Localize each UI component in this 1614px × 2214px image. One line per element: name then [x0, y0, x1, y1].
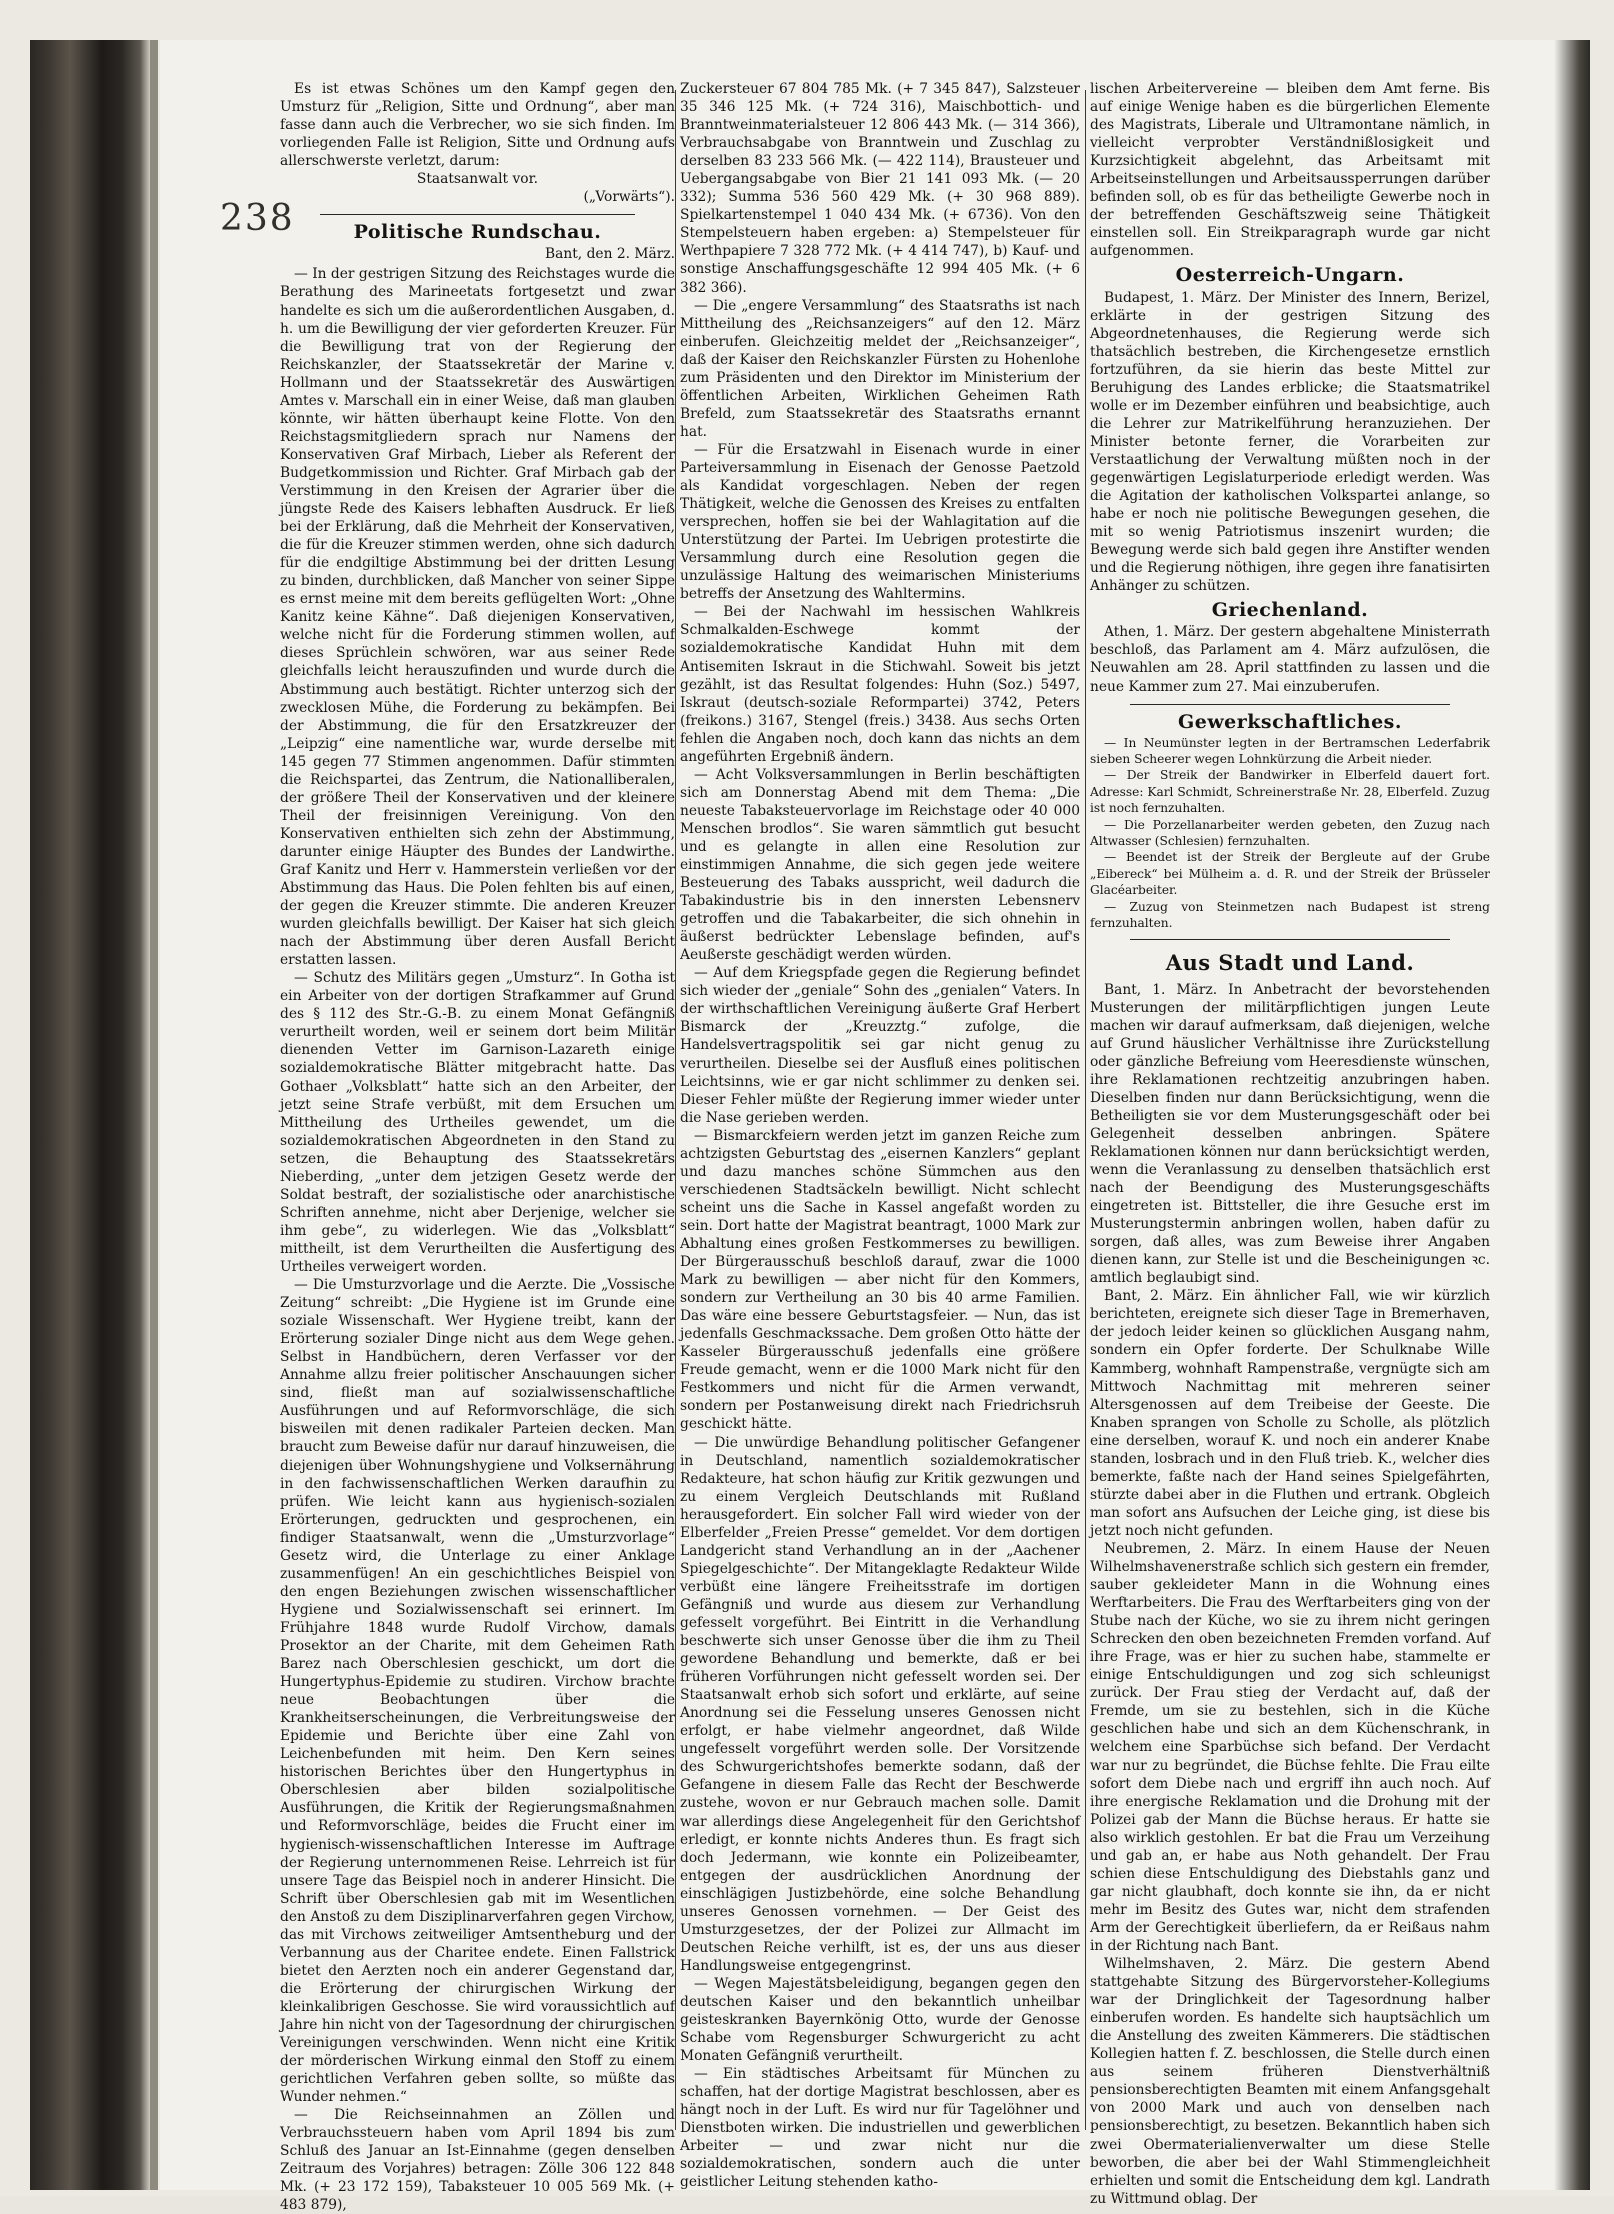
union-notice: — Die Porzellanarbeiter werden gebeten, den Zuzug nach Altwasser (Schlesien) fernzuhalten. [1090, 817, 1490, 849]
column-2 [680, 80, 1080, 2191]
article-paragraph: Budapest, 1. März. Der Minister des Innern, Berizel, erklärte in der gestrigen Sitzung des Abgeordnetenhauses, die Regierung werde sich thatsächlich bestreben, die Kirchengesetze ernstlich fortzuführen, da sie hierin das beste Mittel zur Beruhigung des Landes erblicke; die Staatsmatrikel wolle er im Dezember einführen und beabsichtige, auch die Lehrer zur Matrikelführung heranzuziehen. Der Minister betonte ferner, die Vorarbeiten zur Verstaatlichung der Verwaltung müßten noch in der gegenwärtigen Legislaturperiode erledigt werden. Was die Agitation der katholischen Volkspartei anlange, so habe er noch nie politische Bewegungen gesehen, die mit so wenig Patriotismus inszenirt wurden; die Bewegung werde sich bald gegen ihre Anstifter wenden und die Regierung nöthigen, ihre gegen ihre fanatisirten Anhänger zu schützen. [1090, 289, 1490, 595]
column-divider [675, 90, 676, 2130]
section-rule [320, 214, 635, 215]
article-paragraph: — Die „engere Versammlung“ des Staatsraths ist nach Mittheilung des „Reichsanzeigers“ auf den 12. März einberufen. Gleichzeitig meldet der „Reichsanzeiger“, daß der Kaiser den Reichskanzler Fürsten zu Hohenlohe zum Präsidenten und den Direktor im Ministerium der öffentlichen Arbeiten, Wirklichen Geheimen Rath Brefeld, zum Staatssekretär des Staatsraths ernannt hat. [680, 297, 1080, 440]
article-paragraph: — Die Umsturzvorlage und die Aerzte. Die „Vossische Zeitung“ schreibt: „Die Hygiene ist im Grunde eine soziale Wissenschaft. Wer Hygiene treibt, kann der Erörterung sozialer Dinge nicht aus dem Wege gehen. Selbst in Handbüchern, deren Verfasser vor der Annahme allzu freier politischer Anschauungen sicher sind, fließt man auf sozialwissenschaftliche Ausführungen und auf Reformvorschläge, die sich bisweilen mit denen radikaler Parteien decken. Man braucht zum Beweise dafür nur darauf hinzuweisen, die diejenigen über Wohnungshygiene und Volksernährung in den fachwissenschaftlichen Werken daraufhin zu prüfen. Wie leicht kann aus hygienisch-sozialen Erörterungen, gedruckten und gesprochenen, ein findiger Staatsanwalt, wenn die „Umsturzvorlage“ Gesetz wird, die Unterlage zu einer Anklage zusammenfügen! An ein geschichtliches Beispiel von den engen Beziehungen zwischen wissenschaftlicher Hygiene und Sozialwissenschaft sei erinnert. Im Frühjahre 1848 wurde Rudolf Virchow, damals Prosektor an der Charite, mit dem Geheimen Rath Barez nach Oberschlesien geschickt, um dort die Hungertyphus-Epidemie zu studiren. Virchow brachte neue Beobachtungen über die Krankheitserscheinungen, die Verbreitungsweise der Epidemie und Berichte über eine Zahl von Leichenbefunden mit heim. Den Kern seines historischen Berichtes über den Hungertyphus in Oberschlesien aber bilden sozialpolitische Ausführungen, die Kritik der Regierungsmaßnahmen und Reformvorschläge, beides die Frucht einer im hygienisch-wissenschaftlichen Interesse im Auftrage der Regierung unternommenen Reise. Lehrreich ist für unsere Tage das Beispiel noch in anderer Hinsicht. Die Schrift über Oberschlesien gab mit im Wesentlichen den Anstoß zu dem Disziplinarverfahren gegen Virchow, das mit Virchows zeitweiliger Amtsentheburg und der Verbannung aus der Charitee endete. Einen Fallstrick bietet den Aerzten noch ein anderer Gegenstand dar, die Erörterung der chirurgischen Wirkung der kleinkalibrigen Geschosse. Sie wird voraussichtlich auf Jahre hin nicht von der Tagesordnung der chirurgischen Vereinigungen verschwinden. Wenn nicht eine Kritik der mörderischen Wirkung einmal den Stoff zu einem gerichtlichen Verfahren geben sollte, so müßte das Wunder nehmen.“ [280, 1277, 675, 2106]
page-edge-shadow [1554, 40, 1590, 2190]
newspaper-page [160, 40, 1590, 2214]
article-paragraph: Zuckersteuer 67 804 785 Mk. (+ 7 345 847), Salzsteuer 35 346 125 Mk. (+ 724 316), Maischbottich- und Branntweinmaterialsteuer 12 806 443 Mk. (— 314 366), Verbrauchsabgabe von Branntwein und Zuschlag zu derselben 83 233 566 Mk. (— 422 114), Brausteuer und Uebergangsabgabe von Bier 21 141 093 Mk. (— 20 332); Summa 536 560 429 Mk. (+ 30 968 889). Spielkartenstempel 1 040 434 Mk. (+ 6736). Von den Stempelsteuern haben ergeben: a) Stempelsteuer für Werthpapiere 7 328 772 Mk. (+ 4 414 747), b) Kauf- und sonstige Anschaffungsgeschäfte 12 994 405 Mk. (+ 6 382 366). [680, 81, 1080, 296]
article-paragraph: — Für die Ersatzwahl in Eisenach wurde in einer Parteiversammlung in Eisenach der Genosse Paetzold als Kandidat vorgeschlagen. Neben der regen Thätigkeit, welche die Genossen des Kreises zu entfalten versprechen, hoffen sie bei der Wahlagitation auf die Unterstützung der Partei. Im Uebrigen protestirte die Versammlung durch eine Resolution gegen die unzulässige Haltung des weimarischen Ministeriums betreffs der Ansetzung des Wahltermins. [680, 441, 1080, 603]
book-binding [30, 40, 150, 2190]
article-paragraph: — Auf dem Kriegspfade gegen die Regierung befindet sich wieder der „geniale“ Sohn des „genialen“ Vaters. In der wirthschaftlichen Vereinigung äußerte Graf Herbert Bismarck der „Kreuzztg.“ zufolge, die Handelsvertragspolitik sei gar nicht genug zu verurtheilen. Dieselbe sei der Ausfluß eines politischen Leichtsinns, wie er gar nicht schlimmer zu denken sei. Dieser Fehler müßte der Regierung immer wieder unter die Nase gerieben werden. [680, 965, 1080, 1126]
union-notice: — Der Streik der Bandwirker in Elberfeld dauert fort. Adresse: Karl Schmidt, Schreinerstraße Nr. 28, Elberfeld. Zuzug ist noch fernzuhalten. [1090, 768, 1490, 816]
article-paragraph: — Bismarckfeiern werden jetzt im ganzen Reiche zum achtzigsten Geburtstag des „eisernen Kanzlers“ geplant und dazu manches schöne Sümmchen aus den verschiedenen Stadtsäckeln bewilligt. Nicht schlecht scheint uns die Sache in Kassel angefaßt worden zu sein. Dort hatte der Magistrat beantragt, 1000 Mark zur Abhaltung eines großen Festkommerses zu bewilligen. Der Bürgerausschuß beschloß darauf, zwar die 1000 Mark zu bewilligen — aber nicht für den Kommers, sondern zur Vertheilung an 30 bis 40 arme Familien. Das wäre eine bessere Geburtstagsfeier. — Nun, das ist jedenfalls Geschmackssache. Dem großen Otto hätte der Kasseler Bürgerausschuß jedenfalls eine größere Freude gemacht, wenn er die 1000 Mark nicht für den Festkommers und nicht für die Armen verwandt, sondern per Postanweisung direkt nach Friedrichsruh geschickt hätte. [680, 1127, 1080, 1433]
article-paragraph: — Acht Volksversammlungen in Berlin beschäftigten sich am Donnerstag Abend mit dem Thema: „Die neueste Tabaksteuervorlage im Reichstage oder 40 000 Menschen brodlos“. Sie waren sämmtlich gut besucht und es gelangte in allen eine Resolution zur einstimmigen Annahme, die sich gegen jede weitere Besteuerung des Tabaks ausspricht, weil dadurch die Tabakindustrie bis in den innersten Lebensnerv getroffen und die Tabakarbeiter, die sich ohnehin in äußerst bedrückter Lebenslage befinden, auf's Aeußerste geschädigt werden würden. [680, 766, 1080, 964]
article-paragraph: — Ein städtisches Arbeitsamt für München zu schaffen, hat der dortige Magistrat beschlossen, aber es hängt noch in der Luft. Es wird nur für Tagelöhner und Dienstboten wirken. Die industriellen und gewerblichen Arbeiter — und zwar nicht nur die sozialdemokratischen, sondern auch die unter geistlicher Leitung stehenden katho- [680, 2066, 1080, 2191]
local-news-paragraph: Bant, 1. März. In Anbetracht der bevorstehenden Musterungen der militärpflichtigen jungen Leute machen wir darauf aufmerksam, daß diejenigen, welche auf Grund häuslicher Verhältnisse ihre Zurückstellung oder gänzliche Befreiung vom Heeresdienste wünschen, ihre Reklamationen rechtzeitig anzubringen haben. Dieselben finden nur dann Berücksichtigung, wenn die Betheiligten sie vor dem Musterungsgeschäft oder bei Gelegenheit desselben anbringen. Spätere Reklamationen können nur dann berücksichtigt werden, wenn die Veranlassung zu denselben thatsächlich erst nach der Beendigung des Musterungsgeschäfts eingetreten ist. Bittsteller, die ihre Gesuche erst im Musterungstermin anbringen wollen, haben dafür zu sorgen, daß alles, was zum Beweise ihrer Angaben dienen kann, zur Stelle ist und die Bescheinigungen ꝛc. amtlich beglaubigt sind. [1090, 981, 1490, 1287]
section-rule [1130, 939, 1450, 940]
binding-edge [150, 40, 158, 2190]
dateline: Bant, den 2. März. [545, 246, 675, 263]
union-notice: — Beendet ist der Streik der Bergleute auf der Grube „Eibereck“ bei Mülheim a. d. R. und der Streik der Brüsseler Glacéarbeiter. [1090, 850, 1490, 898]
article-paragraph: Athen, 1. März. Der gestern abgehaltene Ministerrath beschloß, das Parlament am 4. März aufzulösen, die Neuwahlen am 28. April stattfinden zu lassen und die neue Kammer zum 27. Mai einzuberufen. [1090, 624, 1490, 695]
intro-paragraph: Es ist etwas Schönes um den Kampf gegen den Umsturz für „Religion, Sitte und Ordnung“, aber man fasse dann auch die Verbrecher, wo sie sich finden. Im vorliegenden Falle ist Religion, Sitte und Ordnung aufs allerschwerste verletzt, darum: [280, 81, 675, 170]
article-paragraph: lischen Arbeitervereine — bleiben dem Amt ferne. Bis auf einige Wenige haben es die bürgerlichen Elemente des Magistrats, Liberale und Ultramontane nämlich, in vielleicht verprobter Verständnißlosigkeit und Kurzsichtigkeit abgelehnt, das Arbeitsamt mit Arbeitseinstellungen und Arbeitsaussperrungen darüber befinden soll, ob es für das betheiligte Gewerbe noch in der betreffenden Geschäftszweig seine Thätigkeit einstellen soll. Ein Streikparagraph wurde gar nicht aufgenommen. [1090, 81, 1490, 260]
page-number: 238 [220, 198, 295, 239]
local-news-paragraph: Neubremen, 2. März. In einem Hause der Neuen Wilhelmshavenerstraße schlich sich gestern ein fremder, sauber gekleideter Mann in die Wohnung eines Werftarbeiters. Die Frau des Werftarbeiters ging von der Stube nach der Küche, wo sie zu ihrem nicht geringen Schrecken den oben bezeichneten Fremden vorfand. Auf ihre Frage, was er hier zu suchen habe, stammelte er einige Entschuldigungen und zog sich schleunigst zurück. Der Frau stieg der Verdacht auf, daß der Fremde, um sie zu bestehlen, sich in die Küche geschlichen habe und sich an dem Küchenschrank, in welchem eine Sparbüchse sich befand. Der Verdacht war nur zu begründet, die Büchse fehlte. Die Frau eilte sofort dem Diebe nach und ergriff ihn auch noch. Auf ihre energische Reklamation und die Drohung mit der Polizei gab der Mann die Büchse heraus. Er hatte sie also wirklich gestohlen. Er bat die Frau um Verzeihung und gab an, er habe aus Noth gehandelt. Der Frau schien diese Entschuldigung des Diebstahls ganz und gar nicht glaubhaft, doch konnte sie ihn, da er nicht mehr im Besitz des Gutes war, nicht dem strafenden Arm der Gerechtigkeit überliefern, da er Reißaus nahm in der Richtung nach Bant. [1090, 1540, 1490, 1954]
article-paragraph: — Wegen Majestätsbeleidigung, begangen gegen den deutschen Kaiser und den bekanntlich unheilbar geisteskranken Bayernkönig Otto, wurde der Genosse Schabe vom Regensburger Schwurgericht zu acht Monaten Gefängniß verurtheilt. [680, 1975, 1080, 2065]
source-reference: („Vorwärts“). [583, 189, 675, 206]
union-notice: — In Neumünster legten in der Bertramschen Lederfabrik sieben Scheerer wegen Lohnkürzung die Arbeit nieder. [1090, 735, 1490, 766]
section-heading-unions: Gewerkschaftliches. [1178, 710, 1402, 733]
section-heading-local: Aus Stadt und Land. [1165, 950, 1415, 976]
union-notice: — Zuzug von Steinmetzen nach Budapest ist streng fernzuhalten. [1090, 899, 1490, 931]
section-heading-political: Politische Rundschau. [353, 221, 602, 244]
article-paragraph: — Die Reichseinnahmen an Zöllen und Verbrauchssteuern haben vom April 1894 bis zum Schluß des Januar an Ist-Einnahme (gegen denselben Zeitraum des Vorjahres) betragen: Zölle 306 122 848 Mk. (+ 23 172 159), Tabaksteuer 10 005 569 Mk. (+ 483 879), [280, 2107, 675, 2214]
column-1 [280, 80, 675, 2214]
article-paragraph: — Die unwürdige Behandlung politischer Gefangener in Deutschland, namentlich sozialdemokratischer Redakteure, hat schon häufig zur Kritik gezwungen und zu einem Vergleich Deutschlands mit Rußland herausgefordert. Ein solcher Fall wird wieder von der Elberfelder „Freien Presse“ gemeldet. Vor dem dortigen Landgericht stand Verhandlung an in der „Aachener Spiegelgeschichte“. Der Mitangeklagte Redakteur Wilde verbüßt eine längere Freiheitsstrafe im dortigen Gefängniß und wurde aus diesem zur Verhandlung gefesselt vorgeführt. Bei Eintritt in die Verhandlung beschwerte sich unser Genosse über die ihm zu Theil gewordene Behandlung und bemerkte, daß er bei früheren Vorführungen nicht gefesselt worden sei. Der Staatsanwalt erhob sich sofort und erklärte, auf seine Anordnung sei die Fesselung unseres Genossen nicht erfolgt, er habe vielmehr angeordnet, daß Wilde ungefesselt vorgeführt werden solle. Der Vorsitzende des Schwurgerichtshofes bemerkte sodann, daß der Gefangene in diesem Falle das Recht der Beschwerde zustehe, wovon er nur Gebrauch machen solle. Damit war allerdings diese Angelegenheit für den Gerichtshof erledigt, er konnte nichts Anderes thun. Es fragt sich doch Jedermann, wie konnte ein Polizeibeamter, entgegen der ausdrücklichen Anordnung der einschlägigen Justizbehörde, eine solche Behandlung unseres Genossen vornehmen. — Der Geist des Umsturzgesetzes, der der Polizei zur Allmacht im Deutschen Reiche verhilft, ist es, der uns aus dieser Handlungsweise entgegengrinst. [680, 1434, 1080, 1974]
article-paragraph: — Bei der Nachwahl im hessischen Wahlkreis Schmalkalden-Eschwege kommt der sozialdemokratische Kandidat Huhn mit dem Antisemiten Iskraut in die Stichwahl. Soweit bis jetzt gezählt, ist das Resultat folgendes: Huhn (Soz.) 5497, Iskraut (deutsch-soziale Reformpartei) 3742, Peters (freikons.) 3167, Stengel (freis.) 3438. Aus sechs Orten fehlen die Angaben noch, doch kann das nichts an dem angeführten Ergebniß ändern. [680, 604, 1080, 765]
section-heading-greece: Griechenland. [1211, 599, 1369, 622]
section-heading-austria: Oesterreich-Ungarn. [1175, 264, 1405, 287]
local-news-paragraph: Bant, 2. März. Ein ähnlicher Fall, wie wir kürzlich berichteten, ereignete sich dieser Tage in Bremerhaven, der jedoch leider keinen so glücklichen Ausgang nahm, sondern ein Opfer forderte. Der Schulknabe Wille Kammberg, wohnhaft Rampenstraße, vergnügte sich am Mittwoch Nachmittag mit mehreren seiner Altersgenossen auf dem Treibeise der Geeste. Die Knaben sprangen von Scholle zu Scholle, als plötzlich eine derselben, worauf K. und noch ein anderer Knabe standen, losbrach und in den Fluß trieb. K., welcher dies bemerkte, faßte nach der Hand seines Spielgefährten, stürzte dabei aber in die Fluthen und ertrank. Obgleich man sofort ans Aufsuchen der Leiche ging, ist diese bis jetzt noch nicht gefunden. [1090, 1288, 1490, 1539]
column-divider [1085, 90, 1086, 2130]
signature-line: Staatsanwalt vor. [416, 171, 539, 188]
article-paragraph: — In der gestrigen Sitzung des Reichstages wurde die Berathung des Marineetats fortgesetzt und zwar handelte es sich um die außerordentlichen Ausgaben, d. h. um die Bewilligung der vier geforderten Kreuzer. Für die Bewilligung trat von der Regierung der Reichskanzler, der Staatssekretär der Marine v. Hollmann und der Staatssekretär des Auswärtigen Amtes v. Marschall ein in einer Weise, daß man glauben könnte, wir hätten überhaupt keine Flotte. Von den Reichstagsmitgliedern sprach nur Namens der Konservativen Graf Mirbach, Lieber als Referent der Budgetkommission und Richter. Graf Mirbach gab der Verstimmung in den Kreisen der Agrarier über die jüngste Rede des Kaisers lebhaften Ausdruck. Er ließ bei der Erklärung, daß die Mehrheit der Konservativen, die für die Kreuzer stimmen werden, ohne sich dadurch für die endgiltige Abstimmung bei der dritten Lesung zu binden, durchblicken, daß Mancher von seiner Sippe es ernst meine mit dem bereits geflügelten Wort: „Ohne Kanitz keine Kähne“. Daß diejenigen Konservativen, welche nicht für die Forderung stimmen wollen, auf dieses Sprüchlein schwören, war aus seiner Rede gleichfalls leicht herauszufinden und wurde durch die Abstimmung auch bestätigt. Richter unterzog sich der zwecklosen Mühe, die Forderung zu bekämpfen. Bei der Abstimmung, die für den Ersatzkreuzer der „Leipzig“ eine namentliche war, wurde derselbe mit 145 gegen 77 Stimmen angenommen. Dafür stimmten die Reichspartei, das Zentrum, die Nationalliberalen, der größere Theil der Konservativen und der kleinere Theil der freisinnigen Vereinigung. Von den Konservativen enthielten sich zehn der Abstimmung, darunter einige Häupter des Bundes der Landwirthe. Graf Kanitz und Herr v. Hammerstein verließen vor der Abstimmung das Haus. Die Polen fehlten bis auf einen, der gegen die Kreuzer stimmte. Die anderen Kreuzer wurden gleichfalls bewilligt. Der Kaiser hat sich gleich nach der Abstimmung über deren Ausfall Bericht erstatten lassen. [280, 266, 675, 969]
section-rule [1130, 704, 1450, 705]
article-paragraph: — Schutz des Militärs gegen „Umsturz“. In Gotha ist ein Arbeiter von der dortigen Strafkammer auf Grund des § 112 des Str.-G.-B. zu einem Monat Gefängniß verurtheilt worden, weil er seinem dort beim Militär dienenden Vetter im Garnison-Lazareth einige sozialdemokratische Blätter mitgebracht hatte. Das Gothaer „Volksblatt“ hatte sich an den Arbeiter, der jetzt seine Strafe verbüßt, mit dem Ersuchen um Mittheilung des Urtheiles gewendet, um die sozialdemokratischen Abgeordneten in den Stand zu setzen, die Behauptung des Staatssekretärs Nieberding, „unter dem jetzigen Gesetz werde der Soldat bestraft, der sozialistische oder anarchistische Schriften annehme, nicht aber Derjenige, welcher sie ihm gebe“, zu widerlegen. Wie das „Volksblatt“ mittheilt, ist dem Verurtheilten die Ausfertigung des Urtheiles verweigert worden. [280, 970, 675, 1275]
local-news-paragraph: Wilhelmshaven, 2. März. Die gestern Abend stattgehabte Sitzung des Bürgervorsteher-Kollegiums war der Dringlichkeit der Tagesordnung halber einberufen worden. Es handelte sich hauptsächlich um die Anstellung des zweiten Kämmerers. Die städtischen Kollegien hatten f. Z. beschlossen, die Stelle durch einen aus seinem früheren Dienstverhältniß pensionsberechtigten Beamten mit einem Anfangsgehalt von 2000 Mark und auch von denselben nach pensionsberechtigt, zu besetzen. Bekanntlich haben sich zwei Obermaterialienverwalter um diese Stelle beworben, die aber bei der Wahl Stimmengleichheit erhielten und somit die Entscheidung dem kgl. Landrath zu Wittmund oblag. Der [1090, 1956, 1490, 2207]
column-3 [1090, 80, 1490, 2208]
